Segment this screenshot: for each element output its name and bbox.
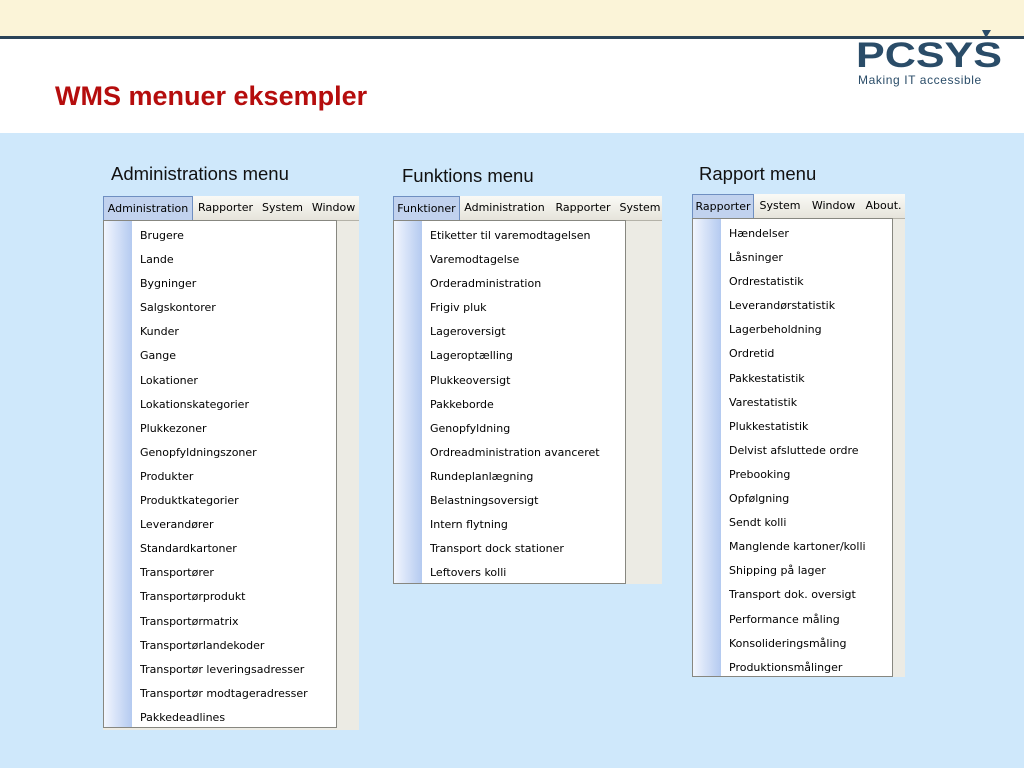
menubar-item-window[interactable]: Window xyxy=(311,201,356,214)
menu-item[interactable]: Ordreadministration avanceret xyxy=(430,445,600,459)
menu-item[interactable]: Varestatistik xyxy=(729,395,798,409)
menubar-item-rapporter[interactable]: Rapporter xyxy=(555,201,611,214)
menu-item[interactable]: Lande xyxy=(140,253,174,267)
menu-item[interactable]: Transport dok. oversigt xyxy=(729,588,856,602)
menu-item[interactable]: Shipping på lager xyxy=(729,564,826,578)
menubar-item-window[interactable]: Window xyxy=(811,199,856,212)
menubar-item-funktioner[interactable]: Funktioner xyxy=(393,196,460,221)
pcsys-logo-mark xyxy=(856,30,1004,72)
rapport-menubar xyxy=(692,194,905,219)
menu-item[interactable]: Transportørprodukt xyxy=(140,590,246,604)
menu-item[interactable]: Ordrestatistik xyxy=(729,275,804,289)
admin-menubar xyxy=(103,196,359,221)
menu-item[interactable]: Lokationskategorier xyxy=(140,397,249,411)
menu-item[interactable]: Standardkartoner xyxy=(140,542,237,556)
menu-item[interactable]: Transportørmatrix xyxy=(140,614,239,628)
slide-title: WMS menuer eksempler xyxy=(55,81,368,111)
admin-dropdown-gutter xyxy=(104,221,132,727)
menu-item[interactable]: Produkter xyxy=(140,469,194,483)
menu-item[interactable]: Genopfyldningszoner xyxy=(140,445,257,459)
menu-item[interactable]: Transportørlandekoder xyxy=(140,638,265,652)
menu-item[interactable]: Produktkategorier xyxy=(140,494,239,508)
menu-item[interactable]: Lokationer xyxy=(140,373,198,387)
menubar-item-system[interactable]: System xyxy=(759,199,801,212)
menu-item[interactable]: Genopfyldning xyxy=(430,421,511,435)
menu-item[interactable]: Prebooking xyxy=(729,467,791,481)
menu-item[interactable]: Hændelser xyxy=(729,227,789,240)
menu-item[interactable]: Ordretid xyxy=(729,347,775,361)
menu-item[interactable]: Transportør leveringsadresser xyxy=(140,662,305,676)
rapport-menu-screenshot xyxy=(692,194,905,677)
funktion-caption: Funktions menu xyxy=(402,165,534,186)
menu-item[interactable]: Pakkedeadlines xyxy=(140,710,226,724)
menu-item[interactable]: Plukkeoversigt xyxy=(430,373,511,387)
menu-item[interactable]: Pakkestatistik xyxy=(729,371,805,385)
menu-item[interactable]: Bygninger xyxy=(140,277,197,291)
menubar-item-rapporter[interactable]: Rapporter xyxy=(692,194,754,219)
funktion-menu-screenshot xyxy=(393,196,662,584)
menu-item[interactable]: Lageroversigt xyxy=(430,325,506,339)
menu-item[interactable]: Leftovers kolli xyxy=(430,566,507,580)
menu-item[interactable]: Leverandører xyxy=(140,518,214,532)
menu-item[interactable]: Transportør modtageradresser xyxy=(140,686,308,700)
menu-item[interactable]: Brugere xyxy=(140,229,184,242)
menu-item[interactable]: Delvist afsluttede ordre xyxy=(729,443,859,457)
menu-item[interactable]: Pakkeborde xyxy=(430,397,494,411)
logo-tagline: Making IT accessible xyxy=(858,73,982,87)
menubar-item-administration[interactable]: Administration xyxy=(103,196,193,221)
menu-item[interactable]: Produktionsmålinger xyxy=(729,660,843,674)
funktion-menubar xyxy=(393,196,662,221)
menu-item[interactable]: Sendt kolli xyxy=(729,516,787,530)
svg-text:PCSYS: PCSYS xyxy=(856,36,1002,72)
rapport-dropdown-gutter xyxy=(693,219,721,676)
menu-item[interactable]: Performance måling xyxy=(729,612,840,626)
menu-item[interactable]: Frigiv pluk xyxy=(430,301,487,315)
menubar-item-about[interactable]: About. xyxy=(865,199,902,212)
menu-item[interactable]: Lageroptælling xyxy=(430,349,513,363)
admin-menu-screenshot xyxy=(103,196,359,730)
admin-caption: Administrations menu xyxy=(111,163,289,184)
menubar-item-system[interactable]: System xyxy=(261,201,304,214)
funktion-dropdown xyxy=(393,220,626,584)
menu-item[interactable]: Intern flytning xyxy=(430,518,508,532)
menubar-item-rapporter[interactable]: Rapporter xyxy=(198,201,253,214)
menu-item[interactable]: Gange xyxy=(140,349,176,363)
menubar-item-administration[interactable]: Administration xyxy=(464,201,545,214)
menubar-item-system[interactable]: System xyxy=(619,201,661,214)
menu-item[interactable]: Opfølgning xyxy=(729,492,790,506)
pcsys-logo xyxy=(856,30,1004,90)
menu-item[interactable]: Konsolideringsmåling xyxy=(729,636,847,650)
menu-item[interactable]: Plukkezoner xyxy=(140,421,207,435)
menu-item[interactable]: Transportører xyxy=(140,566,214,580)
rapport-caption: Rapport menu xyxy=(699,163,817,184)
menu-item[interactable]: Leverandørstatistik xyxy=(729,299,836,313)
menu-item[interactable]: Plukkestatistik xyxy=(729,419,809,433)
menu-item[interactable]: Varemodtagelse xyxy=(430,253,520,267)
menu-item[interactable]: Manglende kartoner/kolli xyxy=(729,540,866,554)
menu-item[interactable]: Låsninger xyxy=(729,251,783,265)
menu-item[interactable]: Salgskontorer xyxy=(140,301,216,315)
menu-item[interactable]: Lagerbeholdning xyxy=(729,323,822,337)
admin-dropdown xyxy=(103,220,337,728)
menu-item[interactable]: Transport dock stationer xyxy=(430,542,564,556)
menu-item[interactable]: Belastningsoversigt xyxy=(430,494,539,508)
menu-item[interactable]: Kunder xyxy=(140,325,179,339)
menu-item[interactable]: Orderadministration xyxy=(430,277,542,291)
rapport-dropdown xyxy=(692,218,893,677)
menu-item[interactable]: Rundeplanlægning xyxy=(430,469,534,483)
funktion-dropdown-gutter xyxy=(394,221,422,583)
menu-item[interactable]: Etiketter til varemodtagelsen xyxy=(430,229,591,242)
